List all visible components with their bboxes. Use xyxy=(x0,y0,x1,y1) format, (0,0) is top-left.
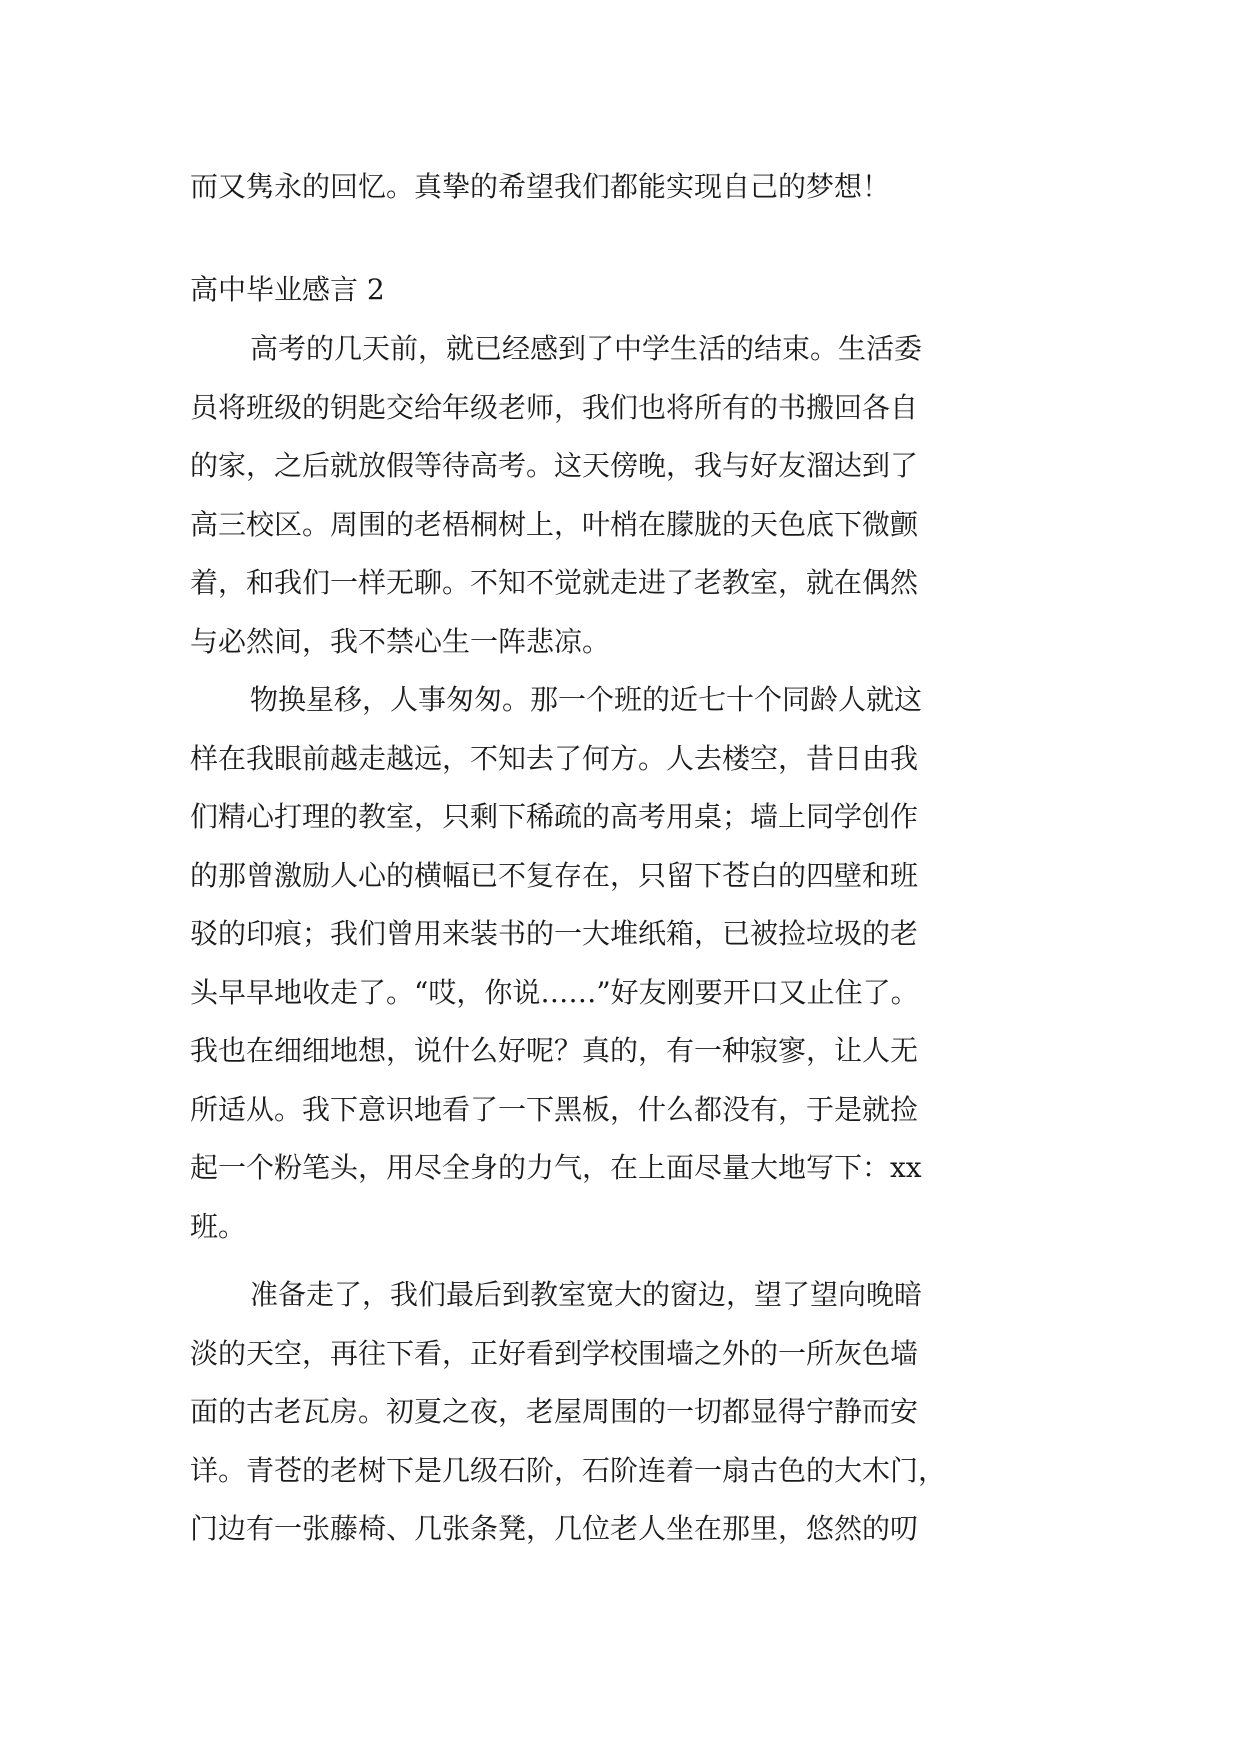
paragraph-line: 的家，之后就放假等待高考。这天傍晚，我与好友溜达到了 xyxy=(190,449,919,482)
paragraph-line: 面的古老瓦房。初夏之夜，老屋周围的一切都显得宁静而安 xyxy=(190,1395,919,1428)
continuation-line: 而又隽永的回忆。真挚的希望我们都能实现自己的梦想！ xyxy=(190,170,891,203)
paragraph-line: 与必然间，我不禁心生一阵悲凉。 xyxy=(190,624,611,658)
paragraph-line: 头早早地收走了。“哎，你说……”好友刚要开口又止住了。 xyxy=(190,975,919,1009)
paragraph-line: 门边有一张藤椅、几张条凳，几位老人坐在那里，悠然的叨 xyxy=(190,1512,919,1545)
paragraph-line: 起一个粉笔头，用尽全身的力气，在上面尽量大地写下：xx xyxy=(190,1151,922,1184)
paragraph-line: 所适从。我下意识地看了一下黑板，什么都没有，于是就捡 xyxy=(190,1092,919,1126)
paragraph-line: 准备走了，我们最后到教室宽大的窗边，望了望向晚暗 xyxy=(250,1278,923,1311)
paragraph-line: 驳的印痕；我们曾用来装书的一大堆纸箱，已被捡垃圾的老 xyxy=(190,917,919,950)
paragraph-line: 高三校区。周围的老梧桐树上，叶梢在朦胧的天色底下微颤 xyxy=(190,507,919,541)
paragraph-1 xyxy=(190,320,1070,671)
section-heading: 高中毕业感言 2 xyxy=(190,273,385,306)
paragraph-line: 物换星移，人事匆匆。那一个班的近七十个同龄人就这 xyxy=(250,683,923,716)
paragraph-line: 着，和我们一样无聊。不知不觉就走进了老教室，就在偶然 xyxy=(190,566,919,599)
paragraph-2 xyxy=(190,671,1070,1256)
paragraph-line: 员将班级的钥匙交给年级老师，我们也将所有的书搬回各自 xyxy=(190,390,919,424)
paragraph-line: 样在我眼前越走越远，不知去了何方。人去楼空，昔日由我 xyxy=(190,741,919,775)
paragraph-line: 我也在细细地想，说什么好呢？真的，有一种寂寥，让人无 xyxy=(190,1034,919,1067)
paragraph-line: 详。青苍的老树下是几级石阶，石阶连着一扇古色的大木门， xyxy=(190,1453,947,1487)
paragraph-line: 的那曾激励人心的横幅已不复存在，只留下苍白的四壁和班 xyxy=(190,858,919,892)
paragraph-line: 淡的天空，再往下看，正好看到学校围墙之外的一所灰色墙 xyxy=(190,1336,919,1370)
paragraph-line: 班。 xyxy=(190,1209,247,1243)
paragraph-line: 们精心打理的教室，只剩下稀疏的高考用桌；墙上同学创作 xyxy=(190,800,919,833)
document-body xyxy=(190,161,1070,1559)
paragraph-line: 高考的几天前，就已经感到了中学生活的结束。生活委 xyxy=(250,332,923,365)
paragraph-3 xyxy=(190,1266,1070,1559)
